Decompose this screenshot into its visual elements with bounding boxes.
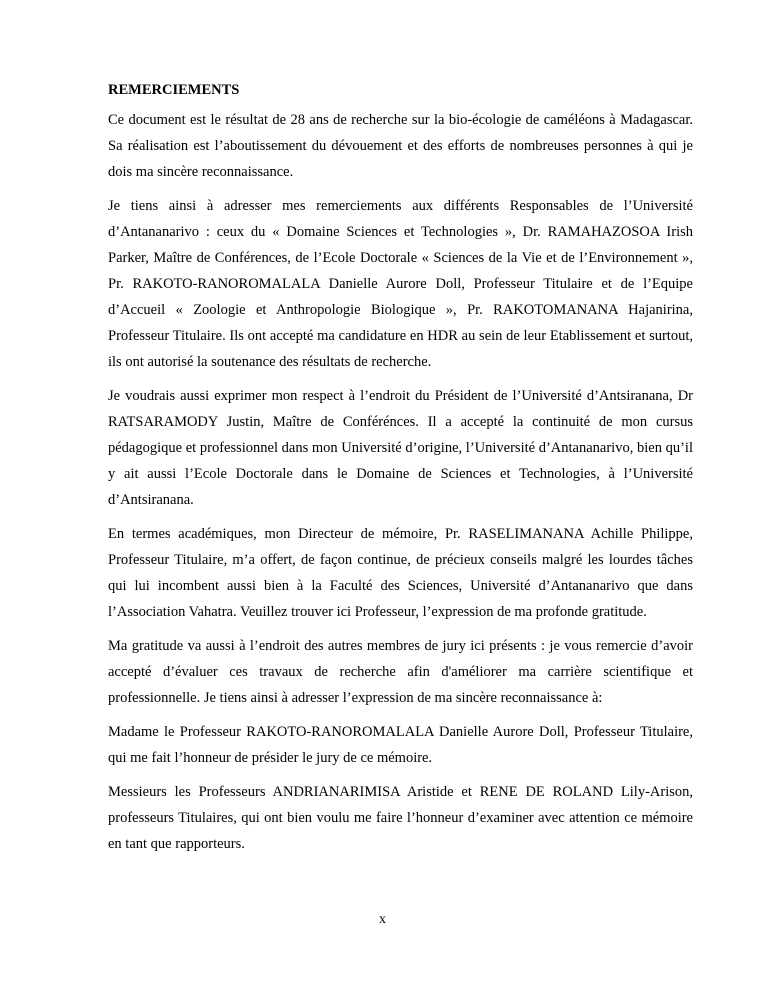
paragraph-intro: Ce document est le résultat de 28 ans de recherche sur la bio-écologie de caméléons à Madagascar. Sa réalisation est l’aboutissement du dévouement et des efforts de nombreuses personnes à qui je dois ma sincère reconnaissance. bbox=[108, 112, 693, 180]
paragraph-rapporteurs: Messieurs les Professeurs ANDRIANARIMISA Aristide et RENE DE ROLAND Lily-Arison, professeurs Titulaires, qui ont bien voulu me faire l’honneur d’examiner avec attention ce mémoire en tant que rapporteurs. bbox=[108, 784, 693, 852]
paragraph-university-antsiranana: Je voudrais aussi exprimer mon respect à l’endroit du Président de l’Université d’Antsiranana, Dr RATSARAMODY Justin, Maître de Conférénces. Il a accepté la continuité de mon cursus pédagogique et professionnel dans mon Université d’origine, l’Université d’Antananarivo, bien qu’il y ait aussi l’Ecole Doctorale dans le Domaine de Sciences et Technologies, à l’Université d’Antsiranana. bbox=[108, 388, 693, 508]
document-page bbox=[108, 80, 693, 865]
section-heading: REMERCIEMENTS bbox=[108, 82, 240, 98]
paragraph-president: Madame le Professeur RAKOTO-RANOROMALALA Danielle Aurore Doll, Professeur Titulaire, qui me fait l’honneur de présider le jury de ce mémoire. bbox=[108, 724, 693, 766]
paragraph-director: En termes académiques, mon Directeur de mémoire, Pr. RASELIMANANA Achille Philippe, Professeur Titulaire, m’a offert, de façon continue, de précieux conseils malgré les lourdes tâches qui lui incombent aussi bien à la Faculté des Sciences, Université d’Antananarivo que dans l’Association Vahatra. Veuillez trouver ici Professeur, l’expression de ma profonde gratitude. bbox=[108, 526, 693, 620]
page-number: x bbox=[379, 912, 386, 927]
paragraph-university-antananarivo: Je tiens ainsi à adresser mes remerciements aux différents Responsables de l’Université d’Antananarivo : ceux du « Domaine Sciences et Technologies », Dr. RAMAHAZOSOA Irish Parker, Maître de Conférences, de l’Ecole Doctorale « Sciences de la Vie et de l’Environnement », Pr. RAKOTO-RANOROMALALA Danielle Aurore Doll, Professeur Titulaire et de l’Equipe d’Accueil « Zoologie et Anthropologie Biologique », Pr. RAKOTOMANANA Hajanirina, Professeur Titulaire. Ils ont accepté ma candidature en HDR au sein de leur Etablissement et surtout, ils ont autorisé la soutenance des résultats de recherche. bbox=[108, 198, 693, 370]
paragraph-jury: Ma gratitude va aussi à l’endroit des autres membres de jury ici présents : je vous remercie d’avoir accepté d’évaluer ces travaux de recherche afin d'améliorer ma carrière scientifique et professionnelle. Je tiens ainsi à adresser l’expression de ma sincère reconnaissance à: bbox=[108, 638, 693, 706]
